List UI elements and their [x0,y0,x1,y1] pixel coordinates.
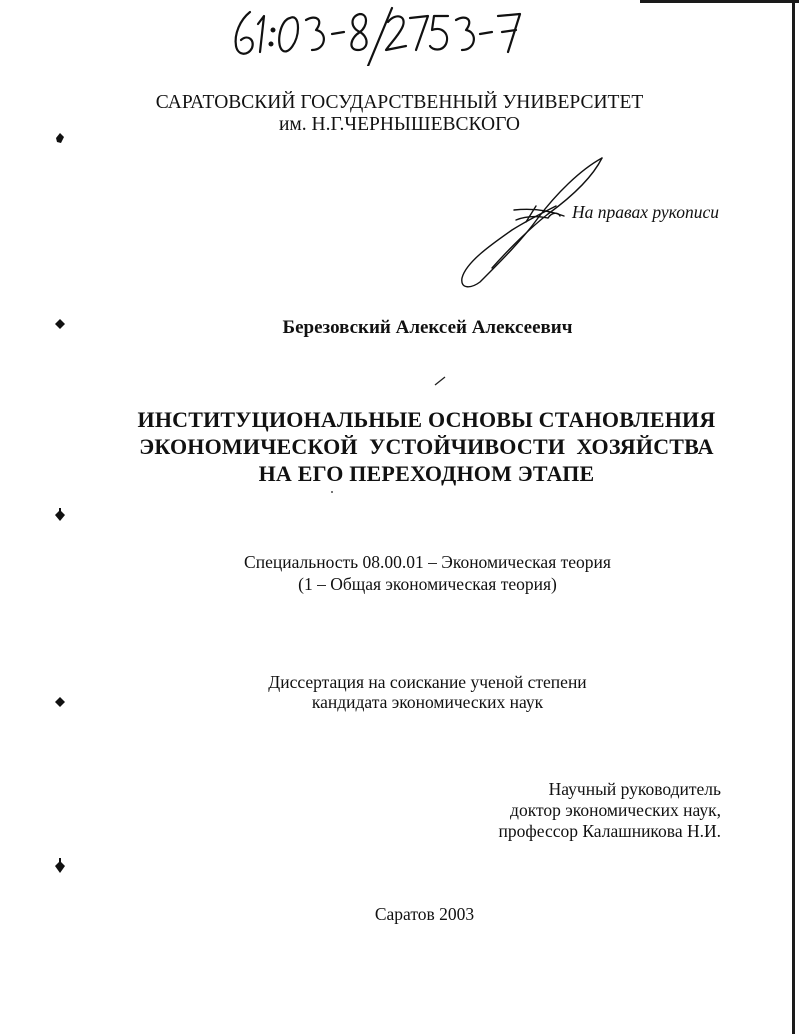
university-patron-name: им. Н.Г.ЧЕРНЫШЕВСКОГО [278,114,521,135]
scan-frame-edge-right [792,0,795,1034]
specialty-code: Специальность 08.00.01 – Экономическая теория [244,552,611,572]
punch-hole-mark [54,858,66,870]
scan-frame-edge-top [640,0,799,3]
manuscript-rights-note: На правах рукописи [572,202,719,222]
specialty-info [28,551,799,595]
degree-statement [28,672,799,712]
title-line: ЭКОНОМИЧЕСКОЙ УСТОЙЧИВОСТИ ХОЗЯЙСТВА [139,434,714,459]
scientific-advisor [499,779,721,842]
handwritten-library-code [228,4,528,66]
advisor-role: Научный руководитель [548,779,721,799]
title-line: НА ЕГО ПЕРЕХОДНОМ ЭТАПЕ [258,461,595,486]
pen-tick-mark [434,373,446,383]
punch-hole-mark [54,508,66,520]
scan-speck [331,491,333,493]
university-header [0,92,799,136]
author-name: Березовский Алексей Алексеевич [282,317,573,338]
city-year: Саратов 2003 [374,904,475,924]
title-line: ИНСТИТУЦИОНАЛЬНЫЕ ОСНОВЫ СТАНОВЛЕНИЯ [137,407,716,432]
specialty-subfield: (1 – Общая экономическая теория) [298,574,557,594]
advisor-degree: доктор экономических наук, [510,800,721,820]
degree-line: Диссертация на соискание ученой степени [268,672,587,692]
advisor-name: профессор Калашникова Н.И. [498,821,721,841]
degree-line: кандидата экономических наук [311,692,544,712]
dissertation-title [27,406,799,487]
university-name: САРАТОВСКИЙ ГОСУДАРСТВЕННЫЙ УНИВЕРСИТЕТ [155,92,644,113]
